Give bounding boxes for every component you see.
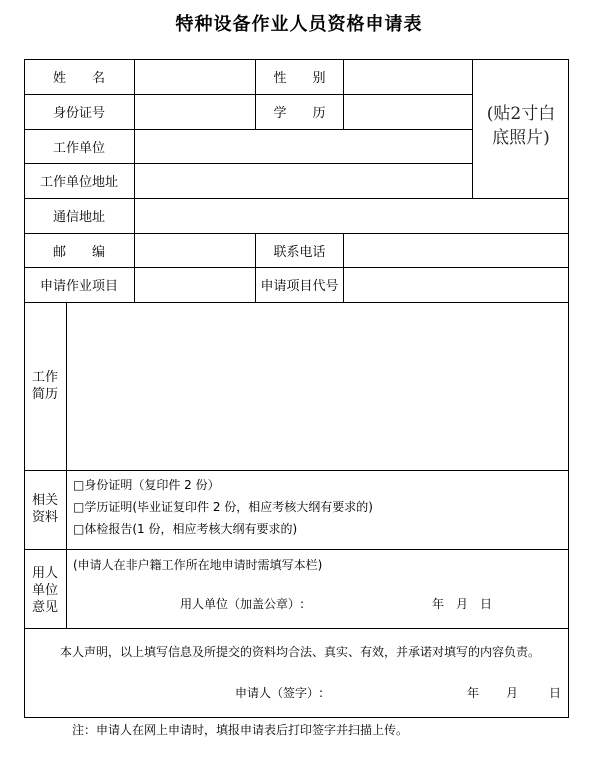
work-history-label: 工作 简历	[31, 370, 58, 402]
photo-text-line1: (贴2寸白	[486, 104, 556, 124]
work-history-field[interactable]	[67, 303, 569, 470]
applicant-sign-label: 申请人（签字）:	[235, 686, 324, 700]
work-unit-address-label: 工作单位地址	[39, 175, 118, 190]
row-divider	[24, 628, 569, 629]
postcode-label: 邮 编	[52, 244, 105, 260]
gender-field[interactable]	[344, 59, 472, 94]
employer-note: (申请人在非户籍工作所在地申请时需填写本栏)	[73, 558, 323, 572]
postcode-field[interactable]	[135, 233, 255, 267]
work-unit-label: 工作单位	[52, 140, 105, 156]
education-field[interactable]	[344, 94, 472, 129]
employer-seal-label: 用人单位（加盖公章）:	[180, 597, 305, 611]
checkbox-id-proof[interactable]: □身份证明（复印件 2 份）	[73, 478, 220, 492]
materials-label: 相关 资料	[31, 493, 58, 525]
row-divider	[24, 470, 569, 471]
education-label: 学 历	[273, 106, 326, 121]
name-label: 姓 名	[52, 71, 105, 86]
photo-placeholder	[473, 102, 569, 150]
phone-field[interactable]	[344, 233, 569, 267]
id-number-label: 身份证号	[52, 106, 105, 121]
row-divider	[24, 549, 569, 550]
applicant-day: 日	[549, 686, 562, 700]
apply-item-code-label: 申请项目代号	[260, 279, 339, 294]
name-field[interactable]	[135, 59, 255, 94]
applicant-month: 月	[506, 686, 519, 700]
declaration-text: 本人声明，以上填写信息及所提交的资料均合法、真实、有效，并承诺对填写的内容负责。	[60, 645, 541, 659]
photo-text-line2: 底照片)	[492, 128, 550, 148]
apply-item-code-field[interactable]	[344, 267, 569, 302]
footnote: 注：申请人在网上申请时，填报申请表后打印签字并扫描上传。	[72, 723, 409, 737]
form-title: 特种设备作业人员资格申请表	[175, 14, 423, 35]
employer-opinion-label: 用人 单位 意见	[31, 566, 58, 615]
checkbox-education-proof[interactable]: □学历证明(毕业证复印件 2 份，相应考核大纲有要求的)	[73, 500, 373, 514]
work-unit-field[interactable]	[135, 129, 472, 163]
mailing-address-label: 通信地址	[52, 210, 105, 225]
work-unit-address-field[interactable]	[135, 163, 472, 198]
id-number-field[interactable]	[135, 94, 255, 129]
applicant-year: 年	[467, 686, 480, 700]
employer-date: 年 月 日	[432, 597, 493, 611]
apply-item-field[interactable]	[135, 267, 255, 302]
apply-item-label: 申请作业项目	[39, 279, 118, 294]
mailing-address-field[interactable]	[135, 198, 569, 233]
gender-label: 性 别	[273, 71, 326, 86]
checkbox-medical-report[interactable]: □体检报告(1 份，相应考核大纲有要求的)	[73, 522, 298, 536]
phone-label: 联系电话	[273, 244, 326, 260]
